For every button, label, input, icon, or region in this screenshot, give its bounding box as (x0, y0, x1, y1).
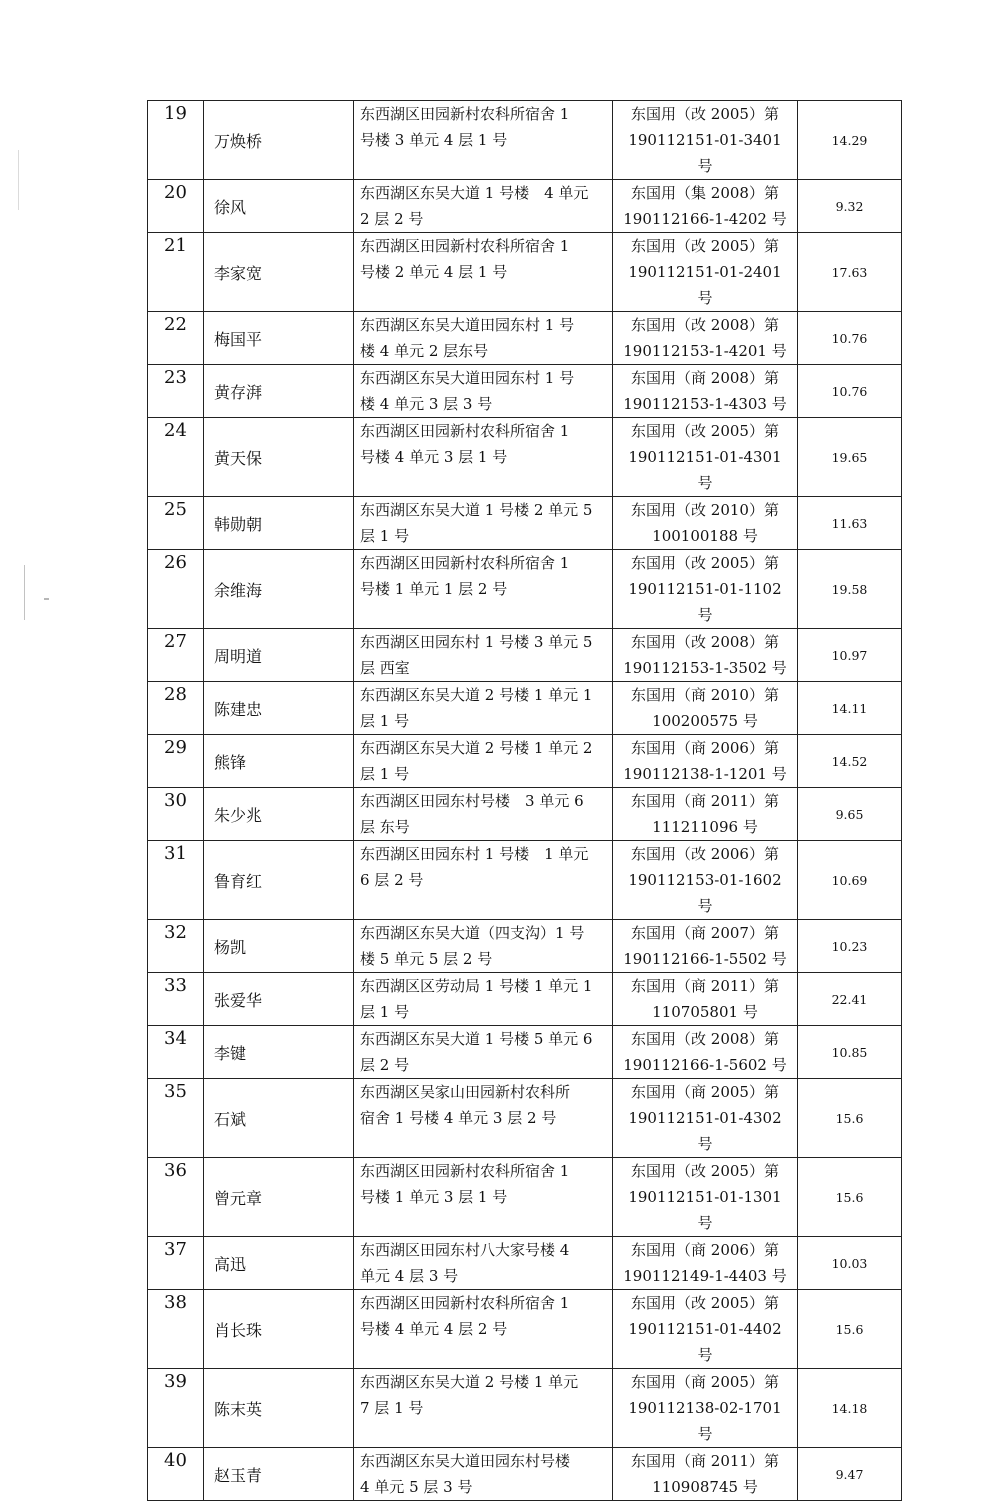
property-address (354, 1290, 613, 1369)
land-certificate-line: 东国用（商 2011）第 (631, 1452, 779, 1470)
land-certificate-line: 东国用（商 2011）第 (631, 792, 779, 810)
property-address-line: 东西湖区东吴大道 2 号楼 1 单元 (360, 1373, 579, 1391)
land-certificate-line: 东国用（商 2010）第 (631, 686, 779, 704)
table-row (148, 629, 902, 682)
land-certificate (613, 973, 798, 1026)
property-address-line: 东西湖区东吴大道 1 号楼 2 单元 5 (360, 501, 593, 519)
table-body (148, 101, 902, 1501)
land-certificate (613, 1369, 798, 1448)
property-address-line: 东西湖区田园新村农科所宿舍 1 (360, 422, 570, 440)
land-area (798, 788, 902, 841)
owner-name (204, 973, 354, 1026)
owner-name-line: 鲁育红 (214, 871, 263, 891)
row-number (148, 1290, 204, 1369)
land-certificate-line: 111211096 号 (652, 818, 758, 836)
table-row (148, 418, 902, 497)
owner-name-line: 高迅 (214, 1254, 247, 1274)
row-number-line: 23 (164, 367, 187, 388)
land-area-line: 17.63 (831, 264, 868, 280)
property-address (354, 973, 613, 1026)
land-area (798, 1369, 902, 1448)
owner-name (204, 682, 354, 735)
land-certificate (613, 841, 798, 920)
property-address (354, 497, 613, 550)
property-address-line: 东西湖区田园东村 1 号楼 3 单元 5 (360, 633, 593, 651)
land-certificate-line: 东国用（改 2005）第 (631, 422, 779, 440)
land-certificate-line: 东国用（改 2005）第 (631, 105, 779, 123)
owner-name-line: 肖长珠 (214, 1320, 263, 1340)
table-row (148, 1448, 902, 1501)
row-number (148, 973, 204, 1026)
table-row (148, 1369, 902, 1448)
property-address-line: 东西湖区田园东村八大家号楼 4 (360, 1241, 570, 1259)
land-area (798, 312, 902, 365)
property-address-line: 单元 4 层 3 号 (360, 1267, 459, 1285)
property-address-line: 层 1 号 (360, 527, 410, 545)
row-number (148, 735, 204, 788)
property-address-line: 东西湖区田园东村 1 号楼 1 单元 (360, 845, 589, 863)
property-address (354, 788, 613, 841)
land-area-line: 9.65 (835, 806, 864, 822)
land-certificate-line: 100200575 号 (652, 712, 758, 730)
land-certificate (613, 180, 798, 233)
land-certificate (613, 365, 798, 418)
property-address-line: 东西湖区田园东村号楼 3 单元 6 (360, 792, 584, 810)
property-address-line: 号楼 3 单元 4 层 1 号 (360, 131, 508, 149)
table-row (148, 312, 902, 365)
land-certificate (613, 550, 798, 629)
table-row (148, 973, 902, 1026)
property-address (354, 1079, 613, 1158)
land-area (798, 682, 902, 735)
row-number (148, 629, 204, 682)
table-row (148, 233, 902, 312)
property-address-line: 东西湖区东吴大道 2 号楼 1 单元 1 (360, 686, 593, 704)
owner-name-line: 周明道 (214, 646, 263, 666)
table-row (148, 550, 902, 629)
land-area-line: 11.63 (831, 515, 868, 531)
owner-name (204, 841, 354, 920)
table-row (148, 365, 902, 418)
row-number-line: 29 (164, 737, 187, 758)
property-address-line: 东西湖区东吴大道田园东村 1 号 (360, 369, 575, 387)
owner-name (204, 497, 354, 550)
property-address-line: 层 1 号 (360, 1003, 410, 1021)
land-area (798, 1290, 902, 1369)
property-address-line: 楼 5 单元 5 层 2 号 (360, 950, 493, 968)
land-certificate-line: 东国用（商 2008）第 (631, 369, 779, 387)
land-certificate (613, 312, 798, 365)
land-area (798, 550, 902, 629)
land-area (798, 180, 902, 233)
owner-name-line: 黄天保 (214, 448, 263, 468)
owner-name (204, 101, 354, 180)
row-number (148, 1026, 204, 1079)
row-number (148, 682, 204, 735)
property-address (354, 735, 613, 788)
property-address (354, 1369, 613, 1448)
land-area (798, 1158, 902, 1237)
property-address-line: 层 1 号 (360, 712, 410, 730)
property-address-line: 6 层 2 号 (360, 871, 424, 889)
row-number (148, 1369, 204, 1448)
land-certificate-line: 东国用（商 2005）第 (631, 1083, 779, 1101)
land-area (798, 629, 902, 682)
property-address (354, 1237, 613, 1290)
property-address-line: 东西湖区东吴大道 1 号楼 5 单元 6 (360, 1030, 593, 1048)
land-certificate-line: 110705801 号 (652, 1003, 758, 1021)
owner-name (204, 788, 354, 841)
land-area-line: 14.29 (831, 132, 868, 148)
row-number (148, 101, 204, 180)
land-area-line: 10.69 (831, 872, 868, 888)
property-address-line: 东西湖区田园新村农科所宿舍 1 (360, 237, 570, 255)
property-address-line: 东西湖区田园新村农科所宿舍 1 (360, 105, 570, 123)
owner-name (204, 312, 354, 365)
owner-name-line: 陈建忠 (214, 699, 263, 719)
row-number (148, 1448, 204, 1501)
property-address (354, 365, 613, 418)
land-certificate (613, 497, 798, 550)
owner-name-line: 李键 (214, 1043, 247, 1063)
row-number (148, 312, 204, 365)
land-certificate-line: 东国用（集 2008）第 (631, 184, 779, 202)
owner-name (204, 735, 354, 788)
property-registry-table (147, 100, 902, 1501)
property-address-line: 层 东号 (360, 818, 410, 836)
land-area-line: 10.23 (831, 938, 868, 954)
row-number (148, 418, 204, 497)
row-number-line: 36 (164, 1160, 187, 1181)
table-row (148, 788, 902, 841)
land-certificate-line: 东国用（改 2008）第 (631, 316, 779, 334)
land-area-line: 19.58 (831, 581, 868, 597)
land-area-line: 14.52 (831, 753, 868, 769)
owner-name-line: 韩勋朝 (214, 514, 263, 534)
land-certificate (613, 629, 798, 682)
land-certificate (613, 1237, 798, 1290)
land-certificate-line: 东国用（商 2006）第 (631, 739, 779, 757)
row-number-line: 39 (164, 1371, 187, 1392)
land-area-line: 22.41 (831, 991, 868, 1007)
table-row (148, 682, 902, 735)
land-certificate (613, 233, 798, 312)
table-row (148, 101, 902, 180)
owner-name-line: 陈末英 (214, 1399, 263, 1419)
row-number (148, 1158, 204, 1237)
land-area-line: 19.65 (831, 449, 868, 465)
land-area-line: 10.85 (831, 1044, 868, 1060)
land-certificate-line: 东国用（改 2005）第 (631, 554, 779, 572)
owner-name (204, 629, 354, 682)
owner-name (204, 1158, 354, 1237)
owner-name (204, 920, 354, 973)
land-area (798, 1079, 902, 1158)
property-address-line: 东西湖区区劳动局 1 号楼 1 单元 1 (360, 977, 593, 995)
land-certificate (613, 735, 798, 788)
row-number-line: 34 (164, 1028, 187, 1049)
property-address (354, 682, 613, 735)
owner-name (204, 1026, 354, 1079)
row-number-line: 26 (164, 552, 187, 573)
property-address-line: 号楼 4 单元 4 层 2 号 (360, 1320, 508, 1338)
land-certificate (613, 788, 798, 841)
owner-name (204, 233, 354, 312)
land-area-line: 14.11 (831, 700, 868, 716)
row-number-line: 27 (164, 631, 187, 652)
land-certificate (613, 920, 798, 973)
table-row (148, 841, 902, 920)
row-number (148, 180, 204, 233)
land-area-line: 9.32 (835, 198, 864, 214)
property-address-line: 东西湖区东吴大道（四支沟）1 号 (360, 924, 585, 942)
row-number-line: 38 (164, 1292, 187, 1313)
land-certificate-line: 东国用（改 2005）第 (631, 237, 779, 255)
owner-name-line: 熊锋 (214, 752, 247, 772)
property-address-line: 7 层 1 号 (360, 1399, 424, 1417)
owner-name (204, 1079, 354, 1158)
table-row (148, 1079, 902, 1158)
property-address-line: 号楼 2 单元 4 层 1 号 (360, 263, 508, 281)
property-address (354, 312, 613, 365)
land-area-line: 14.18 (831, 1400, 868, 1416)
land-certificate-line: 东国用（改 2008）第 (631, 1030, 779, 1048)
property-address-line: 楼 4 单元 2 层东号 (360, 342, 489, 360)
row-number-line: 20 (164, 182, 187, 203)
property-address (354, 1026, 613, 1079)
property-address (354, 418, 613, 497)
land-certificate-line: 190112151-01-1102 号 (628, 580, 782, 624)
land-certificate-line: 190112151-01-4402 号 (628, 1320, 782, 1364)
land-certificate-line: 190112166-1-4202 号 (623, 210, 787, 228)
owner-name (204, 365, 354, 418)
row-number-line: 35 (164, 1081, 187, 1102)
row-number (148, 920, 204, 973)
property-address-line: 东西湖区吴家山田园新村农科所 (360, 1083, 571, 1101)
property-address (354, 1448, 613, 1501)
owner-name (204, 550, 354, 629)
row-number (148, 550, 204, 629)
land-certificate (613, 682, 798, 735)
property-address (354, 101, 613, 180)
property-address-line: 东西湖区田园新村农科所宿舍 1 (360, 1294, 570, 1312)
land-certificate-line: 190112151-01-4302 号 (628, 1109, 782, 1153)
land-certificate-line: 东国用（改 2010）第 (631, 501, 779, 519)
property-address-line: 宿舍 1 号楼 4 单元 3 层 2 号 (360, 1109, 557, 1127)
row-number (148, 365, 204, 418)
table-row (148, 1237, 902, 1290)
table-row (148, 1026, 902, 1079)
property-address-line: 2 层 2 号 (360, 210, 424, 228)
land-certificate-line: 东国用（改 2005）第 (631, 1294, 779, 1312)
land-area (798, 365, 902, 418)
property-address (354, 841, 613, 920)
land-certificate-line: 东国用（商 2006）第 (631, 1241, 779, 1259)
land-certificate-line: 东国用（商 2007）第 (631, 924, 779, 942)
row-number (148, 1079, 204, 1158)
owner-name-line: 李家宽 (214, 263, 263, 283)
row-number (148, 233, 204, 312)
owner-name (204, 1237, 354, 1290)
owner-name-line: 杨凯 (214, 937, 247, 957)
property-address-line: 号楼 1 单元 3 层 1 号 (360, 1188, 508, 1206)
land-area-line: 10.76 (831, 383, 868, 399)
table-row (148, 920, 902, 973)
land-certificate-line: 190112153-1-4303 号 (623, 395, 787, 413)
owner-name (204, 180, 354, 233)
property-address-line: 楼 4 单元 3 层 3 号 (360, 395, 493, 413)
property-address (354, 550, 613, 629)
land-area-line: 10.97 (831, 647, 868, 663)
land-area (798, 101, 902, 180)
land-area (798, 841, 902, 920)
property-address-line: 东西湖区田园新村农科所宿舍 1 (360, 1162, 570, 1180)
row-number (148, 841, 204, 920)
table-row (148, 497, 902, 550)
owner-name (204, 1369, 354, 1448)
land-certificate (613, 101, 798, 180)
owner-name (204, 1290, 354, 1369)
land-area-line: 15.6 (835, 1321, 864, 1337)
property-address-line: 东西湖区东吴大道 1 号楼 4 单元 (360, 184, 589, 202)
row-number-line: 30 (164, 790, 187, 811)
land-certificate-line: 190112166-1-5502 号 (623, 950, 787, 968)
land-certificate-line: 东国用（商 2011）第 (631, 977, 779, 995)
property-address-line: 层 西室 (360, 659, 410, 677)
scan-mark (24, 565, 25, 620)
land-certificate (613, 1290, 798, 1369)
property-address (354, 629, 613, 682)
land-area-line: 15.6 (835, 1110, 864, 1126)
land-certificate (613, 1448, 798, 1501)
land-certificate-line: 190112153-01-1602 号 (628, 871, 782, 915)
owner-name-line: 余维海 (214, 580, 263, 600)
owner-name-line: 石斌 (214, 1109, 247, 1129)
owner-name-line: 黄存湃 (214, 382, 263, 402)
table-row (148, 735, 902, 788)
property-address (354, 920, 613, 973)
property-address (354, 1158, 613, 1237)
land-certificate-line: 东国用（改 2006）第 (631, 845, 779, 863)
property-address-line: 层 2 号 (360, 1056, 410, 1074)
property-address-line: 号楼 4 单元 3 层 1 号 (360, 448, 508, 466)
owner-name-line: 张爱华 (214, 990, 263, 1010)
row-number-line: 37 (164, 1239, 187, 1260)
scan-mark (44, 598, 49, 600)
row-number-line: 19 (164, 103, 187, 124)
owner-name-line: 梅国平 (214, 329, 263, 349)
land-certificate-line: 190112151-01-2401 号 (628, 263, 782, 307)
land-certificate-line: 190112151-01-3401 号 (628, 131, 782, 175)
owner-name-line: 朱少兆 (214, 805, 263, 825)
property-address (354, 180, 613, 233)
property-address-line: 东西湖区东吴大道田园东村 1 号 (360, 316, 575, 334)
land-certificate-line: 110908745 号 (652, 1478, 758, 1496)
land-area (798, 735, 902, 788)
land-area-line: 9.47 (835, 1466, 864, 1482)
land-area (798, 920, 902, 973)
table-row (148, 1290, 902, 1369)
land-certificate-line: 190112153-1-4201 号 (623, 342, 787, 360)
land-certificate-line: 190112151-01-4301 号 (628, 448, 782, 492)
row-number (148, 497, 204, 550)
owner-name-line: 万焕桥 (214, 131, 263, 151)
land-certificate-line: 东国用（改 2005）第 (631, 1162, 779, 1180)
row-number-line: 31 (164, 843, 187, 864)
property-address-line: 层 1 号 (360, 765, 410, 783)
land-certificate-line: 190112151-01-1301 号 (628, 1188, 782, 1232)
owner-name-line: 徐风 (214, 197, 247, 217)
land-certificate-line: 100100188 号 (652, 527, 758, 545)
land-certificate-line: 东国用（改 2008）第 (631, 633, 779, 651)
row-number-line: 22 (164, 314, 187, 335)
property-address-line: 号楼 1 单元 1 层 2 号 (360, 580, 508, 598)
scan-mark (18, 150, 19, 210)
land-area (798, 1237, 902, 1290)
land-area-line: 10.03 (831, 1255, 868, 1271)
property-address-line: 东西湖区东吴大道田园东村号楼 (360, 1452, 571, 1470)
land-area (798, 973, 902, 1026)
row-number (148, 788, 204, 841)
row-number-line: 32 (164, 922, 187, 943)
land-area-line: 15.6 (835, 1189, 864, 1205)
land-certificate-line: 190112149-1-4403 号 (623, 1267, 787, 1285)
row-number (148, 1237, 204, 1290)
row-number-line: 25 (164, 499, 187, 520)
property-address (354, 233, 613, 312)
land-certificate (613, 1158, 798, 1237)
land-area (798, 233, 902, 312)
owner-name (204, 1448, 354, 1501)
row-number-line: 24 (164, 420, 187, 441)
row-number-line: 21 (164, 235, 187, 256)
land-area (798, 1448, 902, 1501)
row-number-line: 40 (164, 1450, 187, 1471)
land-area-line: 10.76 (831, 330, 868, 346)
land-area (798, 497, 902, 550)
land-certificate-line: 190112153-1-3502 号 (623, 659, 787, 677)
row-number-line: 28 (164, 684, 187, 705)
property-address-line: 东西湖区田园新村农科所宿舍 1 (360, 554, 570, 572)
owner-name-line: 赵玉青 (214, 1465, 263, 1485)
land-certificate (613, 418, 798, 497)
table-row (148, 180, 902, 233)
property-address-line: 东西湖区东吴大道 2 号楼 1 单元 2 (360, 739, 593, 757)
owner-name-line: 曾元章 (214, 1188, 263, 1208)
owner-name (204, 418, 354, 497)
land-certificate-line: 190112138-1-1201 号 (623, 765, 787, 783)
land-certificate (613, 1079, 798, 1158)
land-certificate-line: 190112138-02-1701 号 (628, 1399, 782, 1443)
land-certificate-line: 东国用（商 2005）第 (631, 1373, 779, 1391)
land-area (798, 418, 902, 497)
land-certificate (613, 1026, 798, 1079)
land-certificate-line: 190112166-1-5602 号 (623, 1056, 787, 1074)
row-number-line: 33 (164, 975, 187, 996)
land-area (798, 1026, 902, 1079)
property-address-line: 4 单元 5 层 3 号 (360, 1478, 473, 1496)
table-row (148, 1158, 902, 1237)
